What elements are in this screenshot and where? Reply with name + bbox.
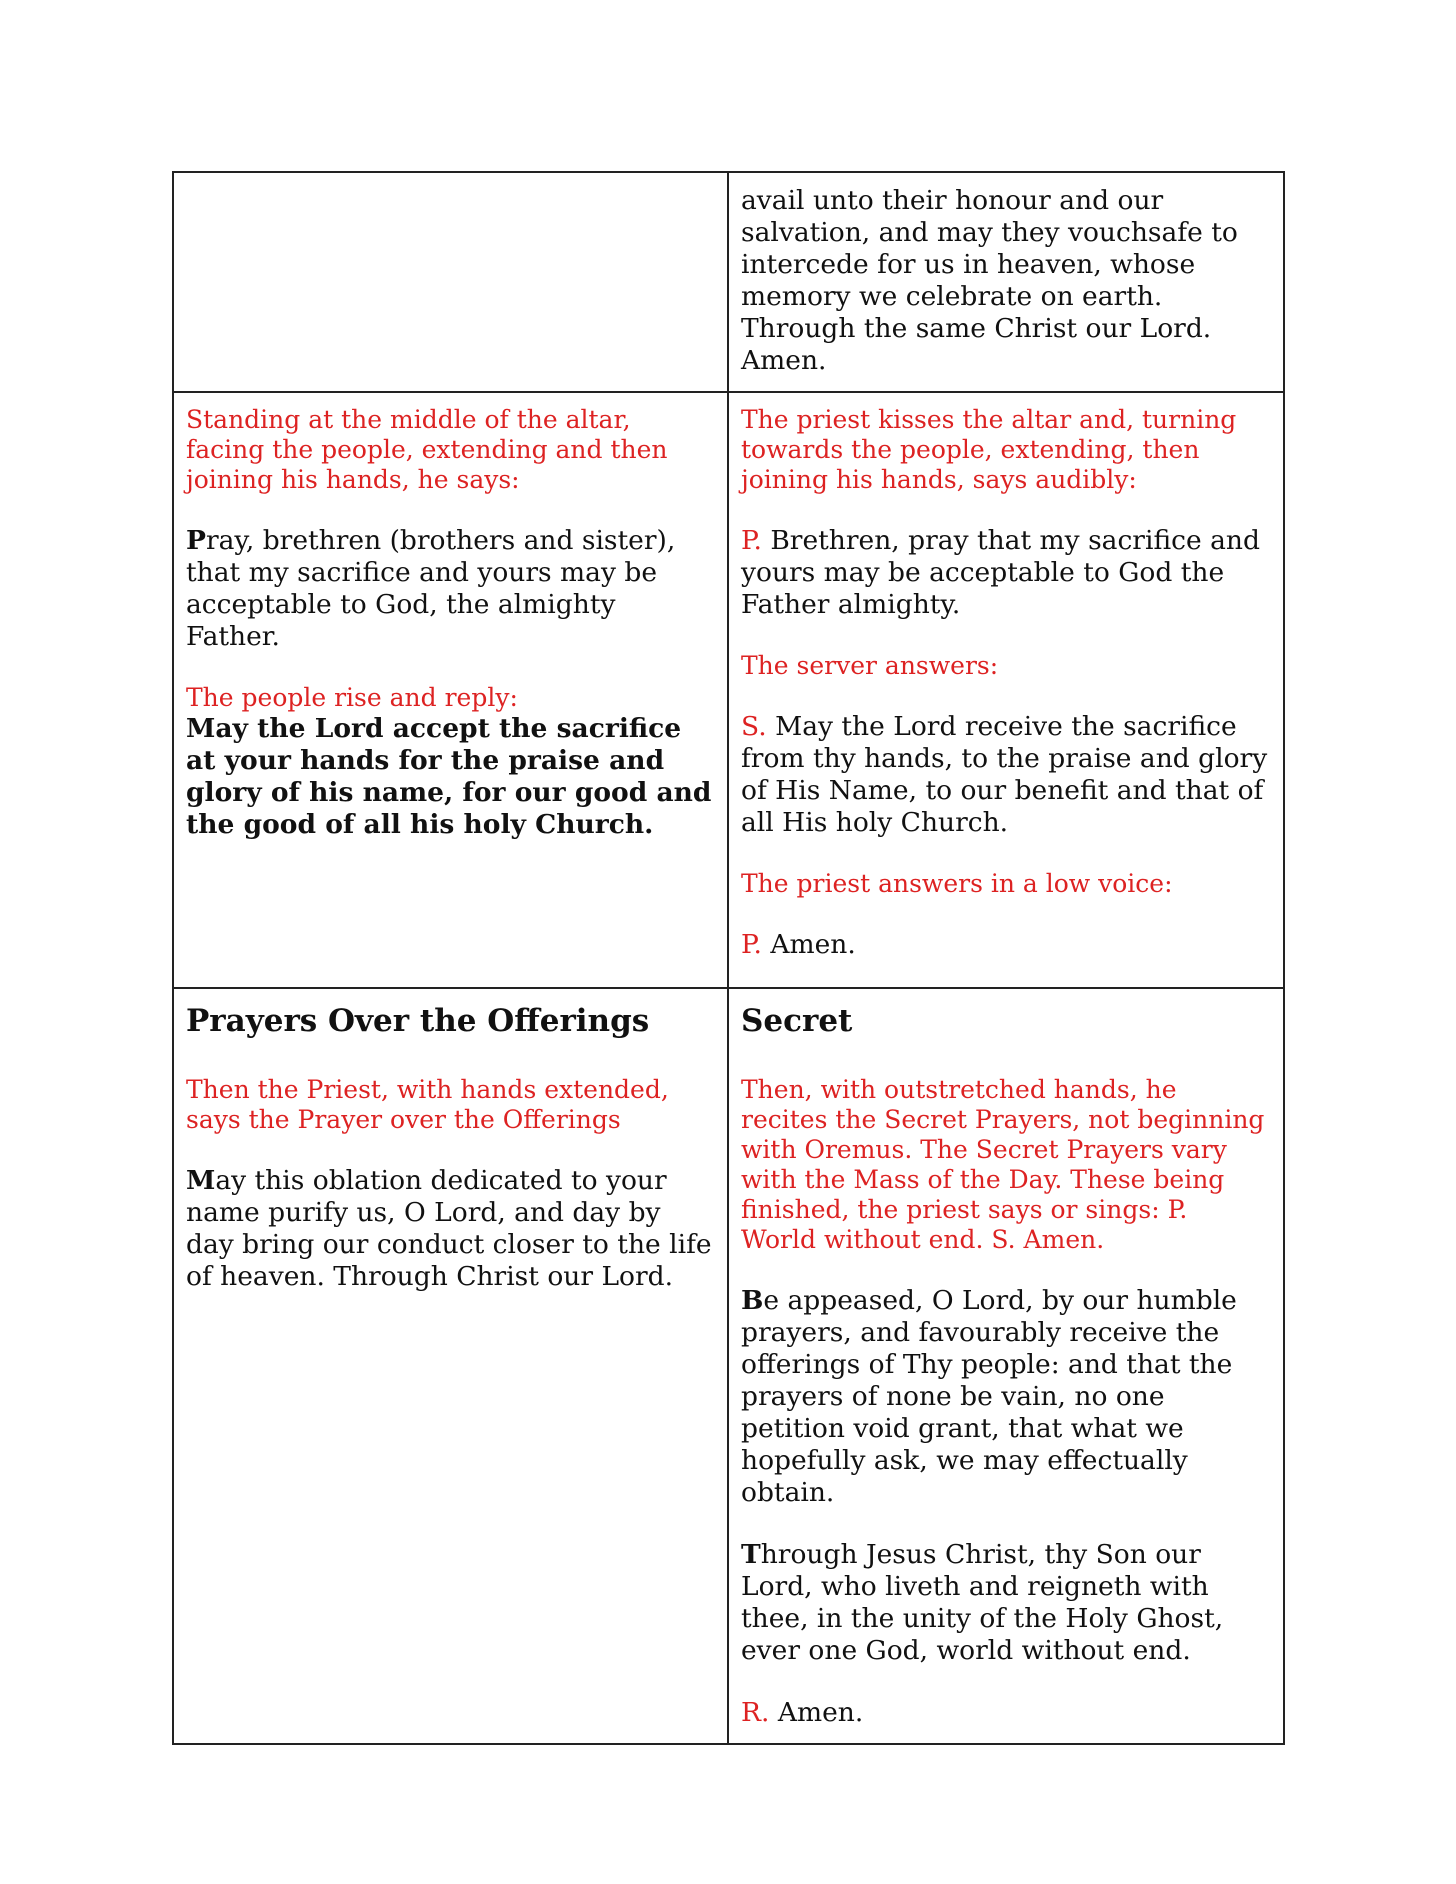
drop-initial: M — [186, 1165, 216, 1196]
response-amen — [741, 1697, 1270, 1729]
section-heading-secret: Secret — [741, 1003, 853, 1039]
prayer-body: hrough Jesus Christ, thy Son our Lord, who liveth and reigneth with thee, in the unity of the Holy Ghost, ever one God, world without end. — [741, 1539, 1224, 1666]
row3-right-cell — [728, 988, 1284, 1744]
priest-brethren-text — [741, 525, 1270, 621]
continued-prayer-text: avail unto their honour and our salvation, and may they vouchsafe to intercede for us in heaven, whose memory we celebrate on earth. Through the same Christ our Lord. Amen. — [741, 185, 1238, 376]
row3-left-cell — [173, 988, 728, 1744]
row2-left-cell — [173, 392, 728, 988]
rubric-hands-extended: Then the Priest, with hands extended, says the Prayer over the Offerings — [186, 1075, 669, 1134]
prayer-body: ay this oblation dedicated to your name purify us, O Lord, and day by day bring our conduct closer to the life of heaven. Through Christ our Lord. — [186, 1165, 712, 1292]
row1-left-cell — [173, 172, 728, 392]
table-row — [173, 172, 1284, 392]
be-appeased-prayer — [741, 1285, 1270, 1509]
prayer-body: e appeased, O Lord, by our humble prayers, and favourably receive the offerings of Thy people: and that the prayers of none be vain, no one petition void grant, that what we hopefully ask, we may effectually obtain. — [741, 1285, 1237, 1508]
rubric-low-voice: The priest answers in a low voice: — [741, 869, 1173, 898]
rubric-standing: Standing at the middle of the altar, facing the people, extending and then joining his hands, he says: — [186, 405, 668, 494]
rubric-secret-prayers: Then, with outstretched hands, he recites the Secret Prayers, not beginning with Oremus. The Secret Prayers vary with the Mass of the Day. These being finished, the priest says or sings: P. World without end. S. Amen. — [741, 1075, 1265, 1254]
server-response — [741, 711, 1270, 839]
table-row — [173, 392, 1284, 988]
priest-amen — [741, 929, 1270, 961]
liturgy-table — [172, 171, 1285, 1745]
oblation-prayer — [186, 1165, 714, 1293]
rubric-priest-kisses: The priest kisses the altar and, turning towards the people, extending, then joining his hands, says audibly: — [741, 405, 1237, 494]
priest-text: Brethren, pray that my sacrifice and yours may be acceptable to God the Father almighty. — [741, 525, 1260, 620]
row2-right-cell — [728, 392, 1284, 988]
rubric-server-answers: The server answers: — [741, 651, 999, 680]
section-heading-offerings: Prayers Over the Offerings — [186, 1003, 650, 1039]
prayer-body: ray, brethren (brothers and sister), that my sacrifice and yours may be acceptable to God, the almighty Father. — [186, 525, 676, 652]
drop-initial: B — [741, 1285, 764, 1316]
rubric-people-reply: The people rise and reply: — [186, 683, 518, 712]
speaker-label: P. — [741, 525, 762, 556]
amen-text: Amen. — [777, 1697, 864, 1728]
people-response: May the Lord accept the sacrifice at your hands for the praise and glory of his name, for our good and the good of all his holy Church. — [186, 713, 712, 840]
drop-initial: P — [186, 525, 206, 556]
pray-brethren-text — [186, 525, 714, 653]
speaker-label: P. — [741, 929, 762, 960]
drop-initial: T — [741, 1539, 761, 1570]
row1-right-cell — [728, 172, 1284, 392]
table-row — [173, 988, 1284, 1744]
through-jesus-prayer — [741, 1539, 1270, 1667]
amen-text: Amen. — [770, 929, 856, 960]
speaker-label: S. — [741, 711, 767, 742]
server-text: May the Lord receive the sacrifice from thy hands, to the praise and glory of His Name, to our benefit and that of all His holy Church. — [741, 711, 1268, 838]
speaker-label: R. — [741, 1697, 770, 1728]
